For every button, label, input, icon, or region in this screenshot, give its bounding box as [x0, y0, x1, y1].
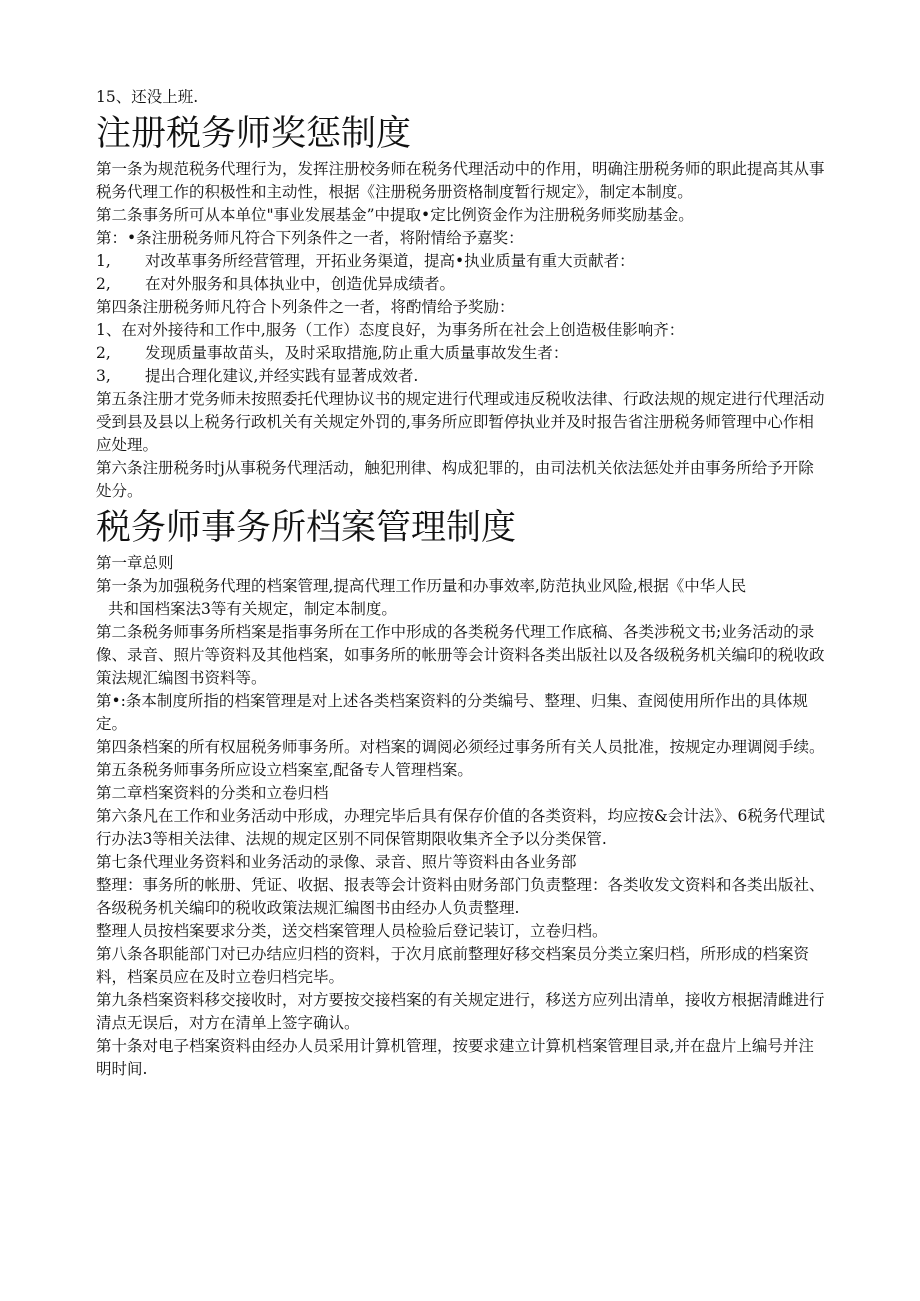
top-line: 15、还没上班. [96, 88, 199, 106]
rewards-article-5: 第五条注册才党务师未按照委托代理协议书的规定进行代理或违反税收法律、行政法规的规定进行代理活动受到县及县以上税务行政机关有关规定外罚的,事务所应即暂停执业并及时报告省注册税务师管理中心作相应处理。 [96, 390, 825, 454]
rewards-list-item [96, 342, 828, 365]
archive-article-8: 第八条各职能部门对已办结应归档的资料，于次月底前整理好移交档案员分类立案归档，所形成的档案资料，档案员应在及时立卷归档完毕。 [96, 945, 810, 986]
archive-article-7-continued: 整理：事务所的帐册、凭证、收据、报表等会计资料由财务部门负责整理：各类收发文资料和各类出版社、各级税务机关编印的税收政策法规汇编图书由经办人负责整理. [96, 876, 825, 917]
list-number: 1, [96, 252, 111, 270]
rewards-list-item-first: 1、在对外接待和工作中,服务（工作）态度良好，为事务所在社会上创造极佳影响齐： [96, 321, 685, 339]
chapter-heading: 第二章档案资料的分类和立卷归档 [96, 784, 329, 802]
list-text: 提出合理化建议,并经实践有显著成效者. [145, 367, 419, 385]
archive-article-7-note: 整理人员按档案要求分类，送交档案管理人员检验后登记装订，立卷归档。 [96, 922, 608, 940]
archive-article-10: 第十条对电子档案资料由经办人员采用计算机管理，按要求建立计算机档案管理目录,并在盘片上编号并注明时间. [96, 1037, 814, 1078]
archive-article-1-continued: 共和国档案法3等有关规定，制定本制度。 [108, 600, 397, 618]
archive-article-2: 第二条税务师事务所档案是指事务所在工作中形成的各类税务代理工作底稿、各类涉税文书;业务活动的录像、录音、照片等资料及其他档案，如事务所的帐册等会计资料各类出版社以及各级税务机关编印的税收政策法规汇编图书资料等。 [96, 623, 825, 687]
list-number: 2, [96, 275, 111, 293]
rewards-article-1: 第一条为规范税务代理行为，发挥注册校务师在税务代理活动中的作用，明确注册税务师的职此提高其从事税务代理工作的积极性和主动性，根据《注册税务册资格制度暂行规定》，制定本制度。 [96, 160, 825, 201]
rewards-article-2: 第二条事务所可从本单位"事业发展基金”中提取•定比例资金作为注册税务师奖励基金。 [96, 206, 694, 224]
list-text: 对改革事务所经营管理，开拓业务渠道，提高•执业质量有重大贡献者： [145, 252, 635, 270]
rewards-list-item [96, 250, 828, 273]
list-text: 在对外服务和具体执业中，创造优异成绩者。 [145, 275, 456, 293]
rewards-article-4: 第四条注册税务师凡符合卜列条件之一者，将酌情给予奖励： [96, 298, 515, 316]
rewards-list-item [96, 273, 828, 296]
rewards-list-item [96, 365, 828, 388]
archive-article-7: 第七条代理业务资料和业务活动的录像、录音、照片等资料由各业务部 [96, 853, 577, 871]
archive-article-1: 第一条为加强税务代理的档案管理,提高代理工作历量和办事效率,防范执业风险,根据《中华人民 [96, 577, 747, 595]
archive-article-5: 第五条税务师事务所应设立档案室,配备专人管理档案。 [96, 761, 473, 779]
list-text: 发现质量事故苗头，及时采取措施,防止重大质量事故发生者： [145, 344, 569, 362]
archive-article-3: 第•:条本制度所指的档案管理是对上述各类档案资料的分类编号、整理、归集、查阅使用所作出的具体规定。 [96, 692, 808, 733]
rewards-article-3: 第：•条注册税务师凡符合下列条件之一者，将附情给予嘉奖： [96, 229, 524, 247]
archive-article-4: 第四条档案的所有权屈税务师事务所。对档案的调阅必须经过事务所有关人员批准，按规定办理调阅手续。 [96, 738, 825, 756]
chapter-heading: 第一章总则 [96, 554, 174, 572]
archive-article-9: 第九条档案资料移交接收时，对方要按交接档案的有关规定进行，移送方应列出清单，接收方根据清雌进行清点无误后，对方在清单上签字确认。 [96, 991, 825, 1032]
list-number: 3, [96, 367, 111, 385]
document-page [96, 86, 828, 1081]
section-title-archives: 税务师事务所档案管理制度 [96, 508, 517, 548]
rewards-article-6: 第六条注册税务时j从事税务代理活动，触犯刑律、构成犯罪的，由司法机关依法惩处并由事务所给予开除处分。 [96, 459, 814, 500]
archive-article-6: 第六条凡在工作和业务活动中形成，办理完毕后具有保存价值的各类资料，均应按&会计法》、6税务代理试行办法3等相关法律、法规的规定区别不同保管期限收集齐全予以分类保管. [96, 807, 825, 848]
section-title-rewards: 注册税务师奖惩制度 [96, 114, 412, 154]
list-number: 2, [96, 344, 111, 362]
